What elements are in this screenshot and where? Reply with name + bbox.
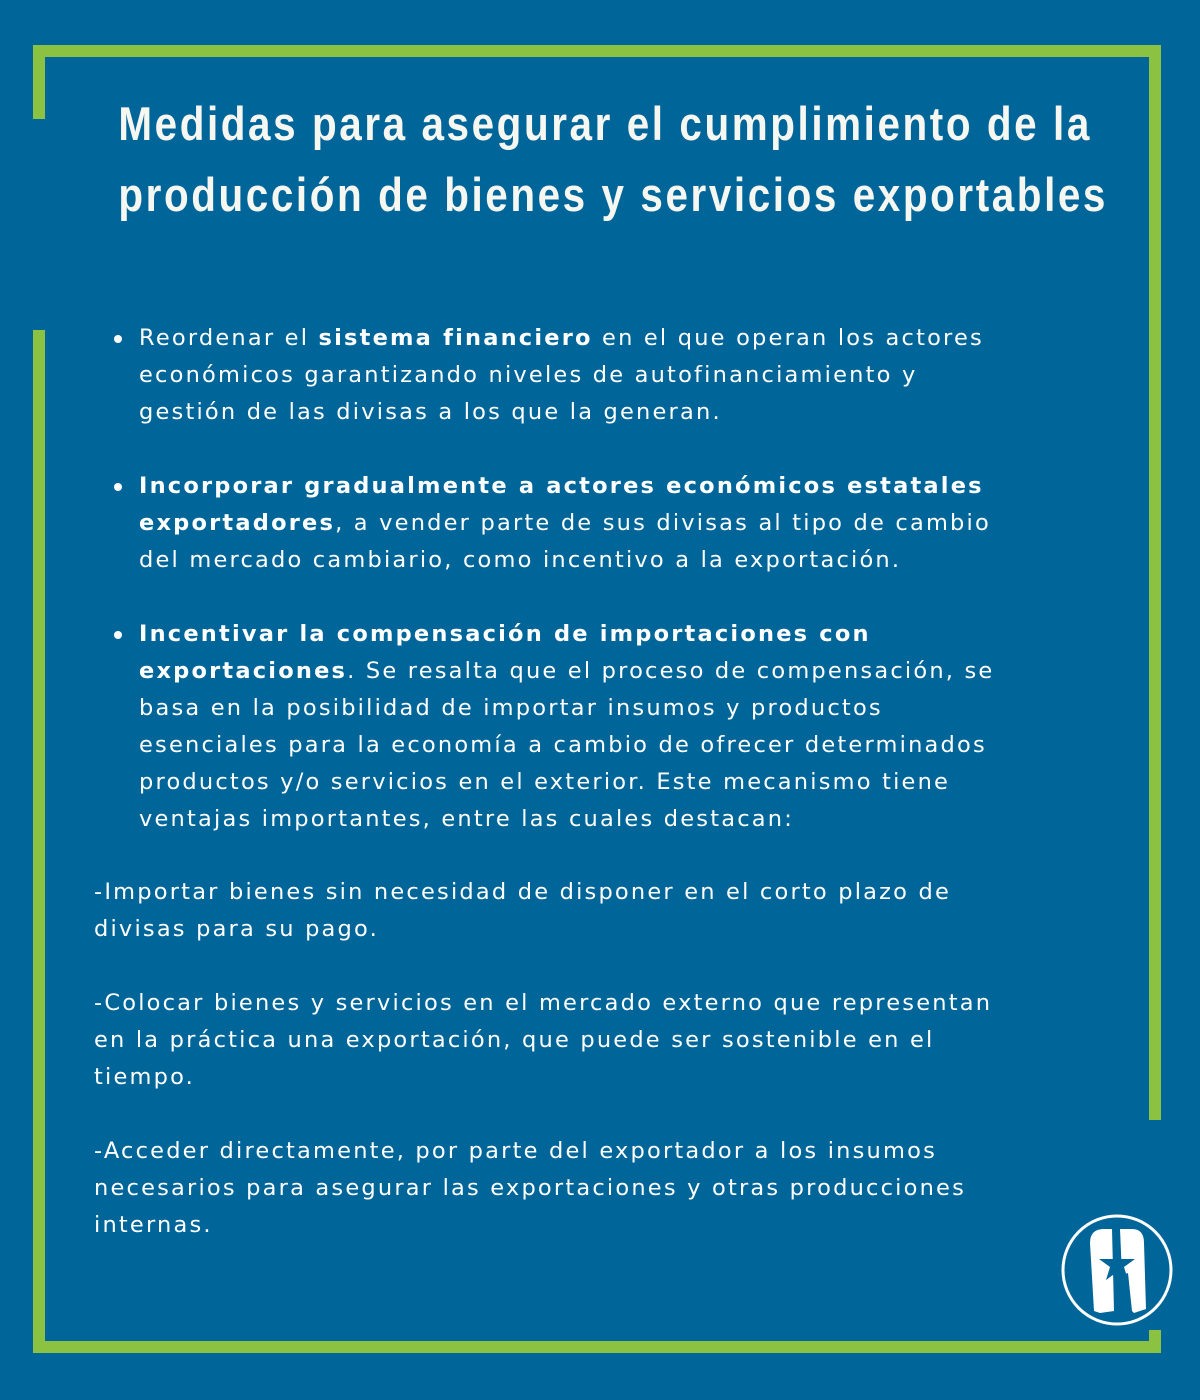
text-line: productos y/o servicios en el exterior. Este mecanismo tiene — [139, 769, 951, 795]
bold-text: exportaciones — [139, 658, 348, 684]
star-emblem-logo-icon — [1060, 1213, 1174, 1327]
list-item-state-exporters — [112, 468, 1112, 579]
text-line: en la práctica una exportación, que puede ser sostenible en el — [94, 1027, 935, 1053]
text: . Se resalta que el proceso de compensación, se — [347, 658, 995, 684]
advantage-place-goods — [94, 985, 992, 1096]
text-line — [139, 616, 1112, 653]
text-line: del mercado cambiario, como incentivo a la exportación. — [139, 547, 902, 573]
text: , a vender parte de sus divisas al tipo de cambio — [335, 510, 991, 536]
frame-left-bar-bottom — [33, 330, 45, 1353]
bullet-icon — [114, 631, 122, 639]
text-line: esenciales para la economía a cambio de ofrecer determinados — [139, 732, 987, 758]
text-line: -Colocar bienes y servicios en el mercado externo que representan — [94, 990, 993, 1016]
frame-right-bar-top — [1149, 45, 1161, 1120]
text: en el que operan los actores — [592, 325, 984, 351]
bullet-icon — [114, 483, 122, 491]
frame-top-bar — [33, 45, 1161, 57]
page-title — [118, 88, 1109, 230]
list-item-compensation — [112, 616, 1112, 838]
bold-text: Incentivar la compensación de importaciones con — [139, 621, 871, 647]
text-line: internas. — [94, 1212, 213, 1238]
advantage-import-goods — [94, 874, 951, 948]
title-line: Medidas para asegurar el cumplimiento de la — [118, 97, 1092, 150]
bold-text: sistema financiero — [318, 325, 593, 351]
advantage-direct-access — [94, 1133, 966, 1244]
text-line: gestión de las divisas a los que la generan. — [139, 399, 722, 425]
bold-text: exportadores — [139, 510, 336, 536]
text-line: económicos garantizando niveles de autofinanciamiento y — [139, 362, 918, 388]
bold-text: Incorporar gradualmente a actores económicos estatales — [139, 473, 984, 499]
text-line — [139, 320, 1112, 357]
list-item-financial-system — [112, 320, 1112, 431]
text-line: necesarios para asegurar las exportaciones y otras producciones — [94, 1175, 967, 1201]
text: Reordenar el — [139, 325, 319, 351]
text-line: tiempo. — [94, 1064, 196, 1090]
frame-left-bar-top — [33, 45, 45, 119]
text-line: divisas para su pago. — [94, 916, 379, 942]
title-line: producción de bienes y servicios exportables — [118, 168, 1109, 221]
frame-bottom-bar — [33, 1341, 1161, 1353]
text-line: -Importar bienes sin necesidad de disponer en el corto plazo de — [94, 879, 952, 905]
bullet-icon — [114, 335, 122, 343]
text-line — [139, 653, 1112, 690]
text-line — [139, 505, 1112, 542]
text-line: -Acceder directamente, por parte del exportador a los insumos — [94, 1138, 938, 1164]
measures-list — [112, 320, 1112, 875]
text-line: basa en la posibilidad de importar insumos y productos — [139, 695, 883, 721]
text-line: ventajas importantes, entre las cuales destacan: — [139, 806, 795, 832]
text-line — [139, 468, 1112, 505]
